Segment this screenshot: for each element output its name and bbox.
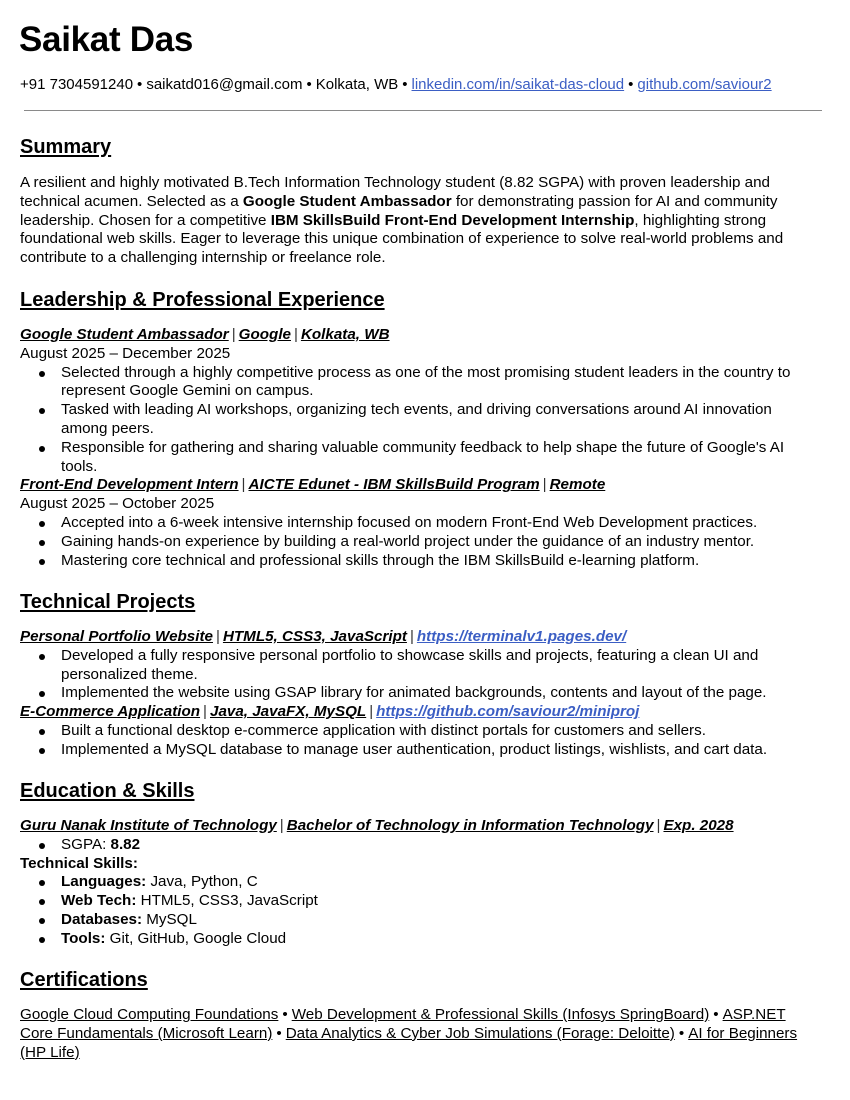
- separator: •: [713, 1006, 719, 1023]
- project-name: E-Commerce Application: [20, 703, 201, 721]
- job-entry: [20, 476, 822, 570]
- github-link[interactable]: github.com/saviour2: [637, 76, 772, 93]
- certification-link[interactable]: Data Analytics & Cyber Job Simulations (Forage: Deloitte): [285, 1024, 675, 1042]
- skills-list: [20, 873, 822, 948]
- education-title-line: [20, 817, 822, 836]
- bullet-item: Implemented the website using GSAP library for animated backgrounds, contents and layout of the page.: [61, 684, 822, 703]
- certification-link[interactable]: Web Development & Professional Skills (Infosys SpringBoard): [291, 1006, 710, 1023]
- projects-section: [20, 590, 822, 760]
- sgpa-value: 8.82: [110, 835, 141, 853]
- job-dates: August 2025 – December 2025: [20, 344, 231, 362]
- job-role: Front-End Development Intern: [20, 476, 239, 494]
- skill-item: [61, 911, 822, 930]
- bullet-item: Developed a fully responsive personal portfolio to showcase skills and projects, featuring a clean UI and personalized theme.: [61, 647, 822, 685]
- section-heading-education: Education & Skills: [20, 780, 195, 802]
- bullet-item: Selected through a highly competitive process as one of the most promising student leaders in the country to represent Google Gemini on campus.: [61, 364, 822, 402]
- skill-value: Java, Python, C: [146, 873, 258, 891]
- job-bullets: [20, 364, 822, 477]
- bullet-item: Responsible for gathering and sharing valuable community feedback to help shape the future of Google's AI tools.: [61, 439, 822, 477]
- contact-line: [20, 76, 772, 95]
- project-link[interactable]: https://github.com/saviour2/miniproj: [376, 703, 640, 721]
- expected-graduation: Exp. 2028: [663, 817, 734, 834]
- skill-value: MySQL: [142, 910, 197, 928]
- summary-highlight: Google Student Ambassador: [242, 192, 452, 210]
- pipe-separator: |: [293, 326, 298, 343]
- job-location: Remote: [549, 476, 606, 494]
- location: Kolkata, WB: [315, 76, 399, 93]
- institution: Guru Nanak Institute of Technology: [20, 817, 277, 834]
- pipe-separator: |: [231, 326, 236, 343]
- degree: Bachelor of Technology in Information Technology: [286, 817, 654, 834]
- skill-label: Web Tech:: [61, 892, 137, 910]
- skill-value: Git, GitHub, Google Cloud: [105, 929, 287, 947]
- job-bullets: [20, 514, 822, 570]
- education-section: [20, 779, 822, 949]
- project-stack: Java, JavaFX, MySQL: [210, 703, 367, 721]
- bullet-item: Gaining hands-on experience by building a real-world project under the guidance of an industry mentor.: [61, 533, 822, 552]
- project-stack: HTML5, CSS3, JavaScript: [222, 628, 407, 645]
- summary-text-part: A resilient and highly motivated B.Tech Information Technology student (8.82 SGPA) with proven leadership and technical acumen. Selected as a: [20, 174, 770, 210]
- summary-text-part: , highlighting strong foundational web skills. Eager to leverage this unique combination of experience to solve real-world problems and contribute to a challenging internship or freelance role.: [20, 211, 784, 267]
- pipe-separator: |: [203, 703, 207, 721]
- pipe-separator: |: [241, 476, 246, 494]
- separator: •: [282, 1006, 288, 1023]
- pipe-separator: |: [369, 703, 374, 721]
- job-entry: [20, 326, 822, 476]
- project-entry: [20, 703, 822, 759]
- project-bullets: [20, 722, 822, 760]
- section-heading-experience: Leadership & Professional Experience: [20, 289, 385, 311]
- job-dates: August 2025 – October 2025: [20, 495, 215, 513]
- separator: •: [678, 1024, 685, 1042]
- bullet-item: Built a functional desktop e-commerce application with distinct portals for customers and sellers.: [61, 722, 822, 741]
- skill-value: HTML5, CSS3, JavaScript: [136, 892, 318, 910]
- pipe-separator: |: [279, 817, 284, 834]
- email: saikatd016@gmail.com: [146, 76, 303, 93]
- summary-text-part: for demonstrating passion for AI and community leadership. Chosen for a competitive: [20, 192, 778, 229]
- separator: •: [402, 76, 408, 93]
- skill-item: [61, 930, 822, 949]
- section-heading-certifications: Certifications: [20, 969, 148, 991]
- experience-section: [20, 288, 822, 570]
- certifications-section: [20, 968, 822, 1062]
- pipe-separator: |: [215, 628, 220, 645]
- pipe-separator: |: [409, 628, 414, 645]
- pipe-separator: |: [542, 476, 547, 494]
- project-link[interactable]: https://terminalv1.pages.dev/: [416, 628, 627, 645]
- project-name: Personal Portfolio Website: [20, 628, 213, 645]
- job-org: Google: [238, 326, 291, 343]
- job-location: Kolkata, WB: [300, 326, 390, 343]
- certification-link[interactable]: AI for Beginners (HP Life): [20, 1024, 798, 1061]
- skill-label: Tools:: [61, 929, 106, 947]
- certification-link[interactable]: Google Cloud Computing Foundations: [20, 1006, 279, 1023]
- job-title-line: [20, 476, 822, 495]
- job-role: Google Student Ambassador: [20, 326, 229, 343]
- header-divider: [24, 110, 822, 111]
- bullet-item: Accepted into a 6-week intensive internship focused on modern Front-End Web Development practices.: [61, 514, 822, 533]
- sgpa-item: [61, 836, 822, 855]
- summary-highlight: IBM SkillsBuild Front-End Development Internship: [270, 211, 635, 229]
- pipe-separator: |: [656, 817, 661, 834]
- candidate-name: Saikat Das: [19, 20, 194, 59]
- project-entry: [20, 628, 822, 703]
- separator: •: [137, 76, 143, 93]
- skill-item: [61, 892, 822, 911]
- certifications-list: [20, 1006, 822, 1062]
- phone: +91 7304591240: [20, 76, 134, 93]
- bullet-item: Implemented a MySQL database to manage user authentication, product listings, wishlists, and cart data.: [61, 741, 822, 760]
- section-heading-projects: Technical Projects: [20, 591, 196, 613]
- bullet-item: Mastering core technical and professional skills through the IBM SkillsBuild e-learning platform.: [61, 552, 822, 571]
- skills-heading: Technical Skills:: [20, 854, 138, 872]
- separator: •: [306, 76, 312, 93]
- sgpa-label: SGPA:: [61, 835, 111, 853]
- certification-link[interactable]: ASP.NET Core Fundamentals (Microsoft Learn): [20, 1006, 786, 1042]
- project-title-line: [20, 703, 822, 722]
- project-bullets: [20, 647, 822, 703]
- linkedin-link[interactable]: linkedin.com/in/saikat-das-cloud: [411, 76, 625, 93]
- job-title-line: [20, 326, 822, 345]
- skill-label: Databases:: [61, 910, 143, 928]
- summary-text: [20, 174, 822, 268]
- education-bullets: [20, 836, 822, 855]
- summary-section: [20, 135, 822, 268]
- project-title-line: [20, 628, 822, 647]
- skill-label: Languages:: [61, 873, 147, 891]
- bullet-item: Tasked with leading AI workshops, organizing tech events, and driving conversations around AI innovation among peers.: [61, 401, 822, 439]
- skill-item: [61, 873, 822, 892]
- separator: •: [628, 76, 634, 93]
- job-org: AICTE Edunet - IBM SkillsBuild Program: [248, 476, 540, 494]
- section-heading-summary: Summary: [20, 136, 112, 158]
- separator: •: [276, 1024, 282, 1042]
